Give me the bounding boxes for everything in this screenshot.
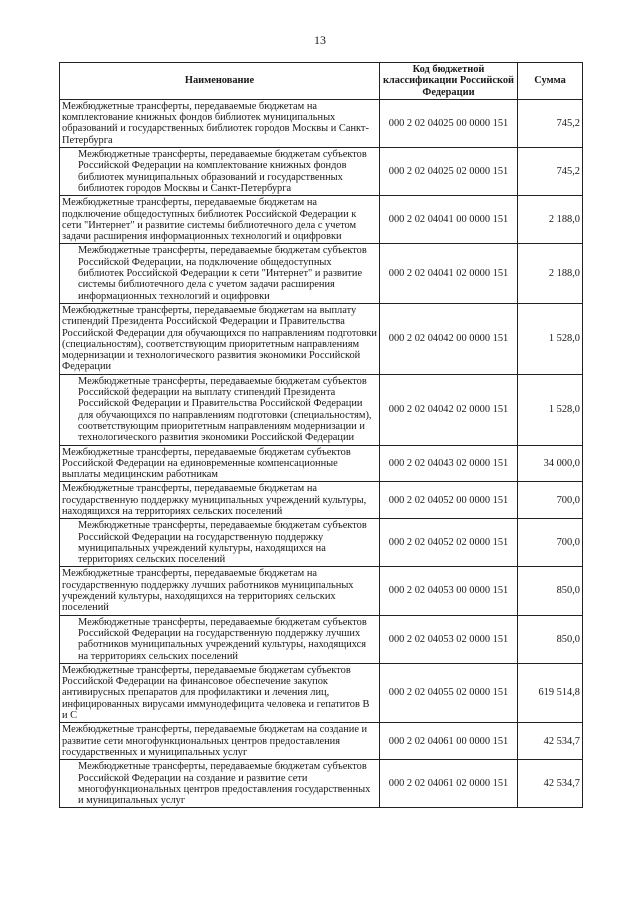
row-code: 000 2 02 04042 00 0000 151 — [380, 303, 518, 374]
table-row — [60, 663, 583, 722]
row-name: Межбюджетные трансферты, передаваемые бюджетам на государственную поддержку муниципальных учреждений культуры, находящихся на территориях сельских поселений — [60, 482, 380, 519]
row-code: 000 2 02 04052 00 0000 151 — [380, 482, 518, 519]
row-code: 000 2 02 04025 00 0000 151 — [380, 99, 518, 147]
row-code: 000 2 02 04025 02 0000 151 — [380, 148, 518, 196]
row-code: 000 2 02 04042 02 0000 151 — [380, 374, 518, 445]
row-name: Межбюджетные трансферты, передаваемые бюджетам субъектов Российской Федерации на государственную поддержку лучших работников муниципальных учреждений культуры, находящихся на территориях сельских поселений — [60, 615, 380, 663]
budget-classification-table — [59, 62, 583, 808]
row-sum: 2 188,0 — [518, 244, 583, 303]
table-row — [60, 196, 583, 244]
row-code: 000 2 02 04053 00 0000 151 — [380, 567, 518, 615]
row-name: Межбюджетные трансферты, передаваемые бюджетам субъектов Российской Федерации на финансовое обеспечение закупок антивирусных препаратов для профилактики и лечения лиц, инфицированных вирусами иммунодефицита человека и гепатитов В и С — [60, 663, 380, 722]
row-sum: 42 534,7 — [518, 760, 583, 808]
row-name: Межбюджетные трансферты, передаваемые бюджетам субъектов Российской Федерации на государственную поддержку муниципальных учреждений культуры, находящихся на территориях сельских поселений — [60, 519, 380, 567]
table-row — [60, 723, 583, 760]
row-code: 000 2 02 04041 00 0000 151 — [380, 196, 518, 244]
row-code: 000 2 02 04061 02 0000 151 — [380, 760, 518, 808]
row-name: Межбюджетные трансферты, передаваемые бюджетам субъектов Российской Федерации на единовременные компенсационные выплаты медицинским работникам — [60, 445, 380, 482]
row-sum: 700,0 — [518, 519, 583, 567]
table-body — [60, 99, 583, 808]
row-code: 000 2 02 04041 02 0000 151 — [380, 244, 518, 303]
table-row — [60, 303, 583, 374]
row-code: 000 2 02 04043 02 0000 151 — [380, 445, 518, 482]
table-row — [60, 615, 583, 663]
row-name: Межбюджетные трансферты, передаваемые бюджетам субъектов Российской федерации на выплату стипендий Президента Российской Федерации и Правительства Российской Федерации для обучающихся по направлениям подготовки (специальностям), соответствующим приоритетным направлениям модернизации и технологического развития экономики Российской Федерации — [60, 374, 380, 445]
table-row — [60, 445, 583, 482]
table-row — [60, 519, 583, 567]
row-sum: 700,0 — [518, 482, 583, 519]
table-row — [60, 99, 583, 147]
row-code: 000 2 02 04061 00 0000 151 — [380, 723, 518, 760]
row-name: Межбюджетные трансферты, передаваемые бюджетам на подключение общедоступных библиотек Российской Федерации к сети "Интернет" и развитие системы библиотечного дела с учетом задачи расширения информационных технологий и оцифровки — [60, 196, 380, 244]
row-name: Межбюджетные трансферты, передаваемые бюджетам на создание и развитие сети многофункциональных центров предоставления государственных и муниципальных услуг — [60, 723, 380, 760]
row-sum: 850,0 — [518, 567, 583, 615]
header-code: Код бюджетной классификации Российской Федерации — [380, 63, 518, 100]
row-sum: 2 188,0 — [518, 196, 583, 244]
row-sum: 34 000,0 — [518, 445, 583, 482]
header-name: Наименование — [60, 63, 380, 100]
page-number: 13 — [314, 33, 326, 47]
row-name: Межбюджетные трансферты, передаваемые бюджетам субъектов Российской Федерации на комплектование книжных фондов библиотек муниципальных образований и государственных библиотек городов Москвы и Санкт-Петербурга — [60, 148, 380, 196]
header-sum: Сумма — [518, 63, 583, 100]
row-name: Межбюджетные трансферты, передаваемые бюджетам субъектов Российской Федерации, на подключение общедоступных библиотек Российской Федерации к сети "Интернет" и развитие системы библиотечного дела с учетом задачи расширения информационных технологий и оцифровки — [60, 244, 380, 303]
row-code: 000 2 02 04052 02 0000 151 — [380, 519, 518, 567]
table-row — [60, 244, 583, 303]
row-name: Межбюджетные трансферты, передаваемые бюджетам на выплату стипендий Президента Российской Федерации и Правительства Российской Федерации для обучающихся по направлениям подготовки (специальностям), соответствующим приоритетным направлениям модернизации и технологического развития экономики Российской Федерации — [60, 303, 380, 374]
row-sum: 619 514,8 — [518, 663, 583, 722]
row-name: Межбюджетные трансферты, передаваемые бюджетам на государственную поддержку лучших работников муниципальных учреждений культуры, находящихся на территориях сельских поселений — [60, 567, 380, 615]
table-row — [60, 148, 583, 196]
row-name: Межбюджетные трансферты, передаваемые бюджетам на комплектование книжных фондов библиотек муниципальных образований и государственных библиотек городов Москвы и Санкт-Петербурга — [60, 99, 380, 147]
row-sum: 745,2 — [518, 148, 583, 196]
table-header-row — [60, 63, 583, 100]
row-sum: 1 528,0 — [518, 303, 583, 374]
row-name: Межбюджетные трансферты, передаваемые бюджетам субъектов Российской Федерации на создание и развитие сети многофункциональных центров предоставления государственных и муниципальных услуг — [60, 760, 380, 808]
row-code: 000 2 02 04055 02 0000 151 — [380, 663, 518, 722]
row-sum: 1 528,0 — [518, 374, 583, 445]
table-row — [60, 567, 583, 615]
table-row — [60, 482, 583, 519]
table-row — [60, 760, 583, 808]
row-sum: 42 534,7 — [518, 723, 583, 760]
row-sum: 850,0 — [518, 615, 583, 663]
row-code: 000 2 02 04053 02 0000 151 — [380, 615, 518, 663]
table-row — [60, 374, 583, 445]
row-sum: 745,2 — [518, 99, 583, 147]
